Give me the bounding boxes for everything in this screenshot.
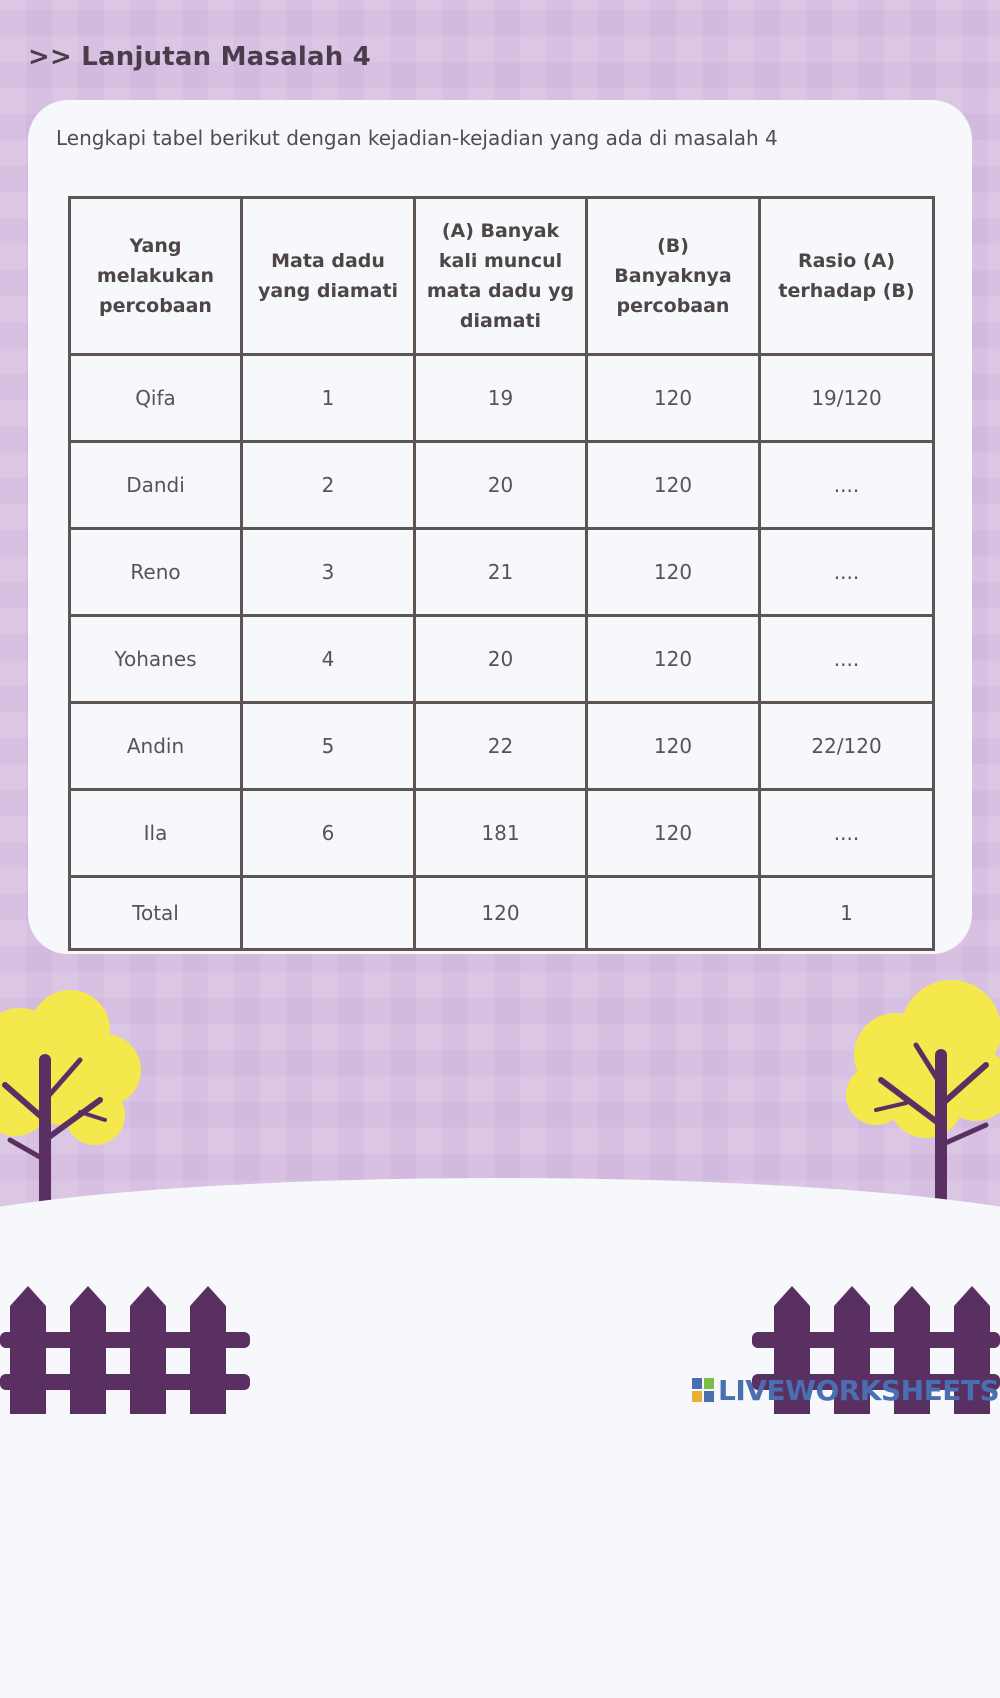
data-table (68, 196, 935, 951)
table-row (70, 529, 934, 616)
header-cell: (B) Banyaknya percobaan (587, 198, 760, 355)
table-row (70, 355, 934, 442)
cell-count: 20 (415, 442, 587, 529)
cell-trials: 120 (587, 355, 760, 442)
cell-trials: 120 (587, 703, 760, 790)
cell-face: 5 (242, 703, 415, 790)
cell-name: Reno (70, 529, 242, 616)
cell-count: 19 (415, 355, 587, 442)
cell-ratio[interactable]: .... (760, 529, 934, 616)
cell-name: Andin (70, 703, 242, 790)
liveworksheets-logo: LIVEWORKSHEETS (718, 1374, 1000, 1407)
cell-name: Dandi (70, 442, 242, 529)
table-row (70, 442, 934, 529)
total-row (70, 877, 934, 950)
table-row (70, 790, 934, 877)
cell-trials: 120 (587, 790, 760, 877)
cell-total-ratio: 1 (760, 877, 934, 950)
cell-total-count: 120 (415, 877, 587, 950)
header-row (70, 198, 934, 355)
cell-ratio[interactable]: .... (760, 790, 934, 877)
cell-count: 181 (415, 790, 587, 877)
cell-count: 20 (415, 616, 587, 703)
cell-total-trials (587, 877, 760, 950)
header-cell: Mata dadu yang diamati (242, 198, 415, 355)
cell-ratio[interactable]: .... (760, 616, 934, 703)
fence-left-icon (0, 1284, 250, 1414)
cell-ratio[interactable]: 19/120 (760, 355, 934, 442)
table-row (70, 703, 934, 790)
table-row (70, 616, 934, 703)
liveworksheets-logo-icon (692, 1378, 714, 1402)
cell-face: 1 (242, 355, 415, 442)
cell-face: 4 (242, 616, 415, 703)
tree-right-icon (836, 975, 1000, 1215)
cell-ratio[interactable]: .... (760, 442, 934, 529)
cell-total-label: Total (70, 877, 242, 950)
cell-face: 3 (242, 529, 415, 616)
content-card (28, 100, 972, 954)
cell-total-face (242, 877, 415, 950)
instruction-text: Lengkapi tabel berikut dengan kejadian-kejadian yang ada di masalah 4 (56, 126, 778, 150)
header-cell: (A) Banyak kali muncul mata dadu yg diamati (415, 198, 587, 355)
cell-ratio[interactable]: 22/120 (760, 703, 934, 790)
cell-name: Qifa (70, 355, 242, 442)
cell-count: 21 (415, 529, 587, 616)
cell-name: Yohanes (70, 616, 242, 703)
cell-count: 22 (415, 703, 587, 790)
cell-trials: 120 (587, 529, 760, 616)
cell-trials: 120 (587, 442, 760, 529)
page-heading: >> Lanjutan Masalah 4 (28, 42, 371, 72)
cell-face: 6 (242, 790, 415, 877)
cell-trials: 120 (587, 616, 760, 703)
snow-ground (0, 1178, 1000, 1698)
cell-face: 2 (242, 442, 415, 529)
header-cell: Yang melakukan percobaan (70, 198, 242, 355)
header-cell: Rasio (A) terhadap (B) (760, 198, 934, 355)
cell-name: Ila (70, 790, 242, 877)
